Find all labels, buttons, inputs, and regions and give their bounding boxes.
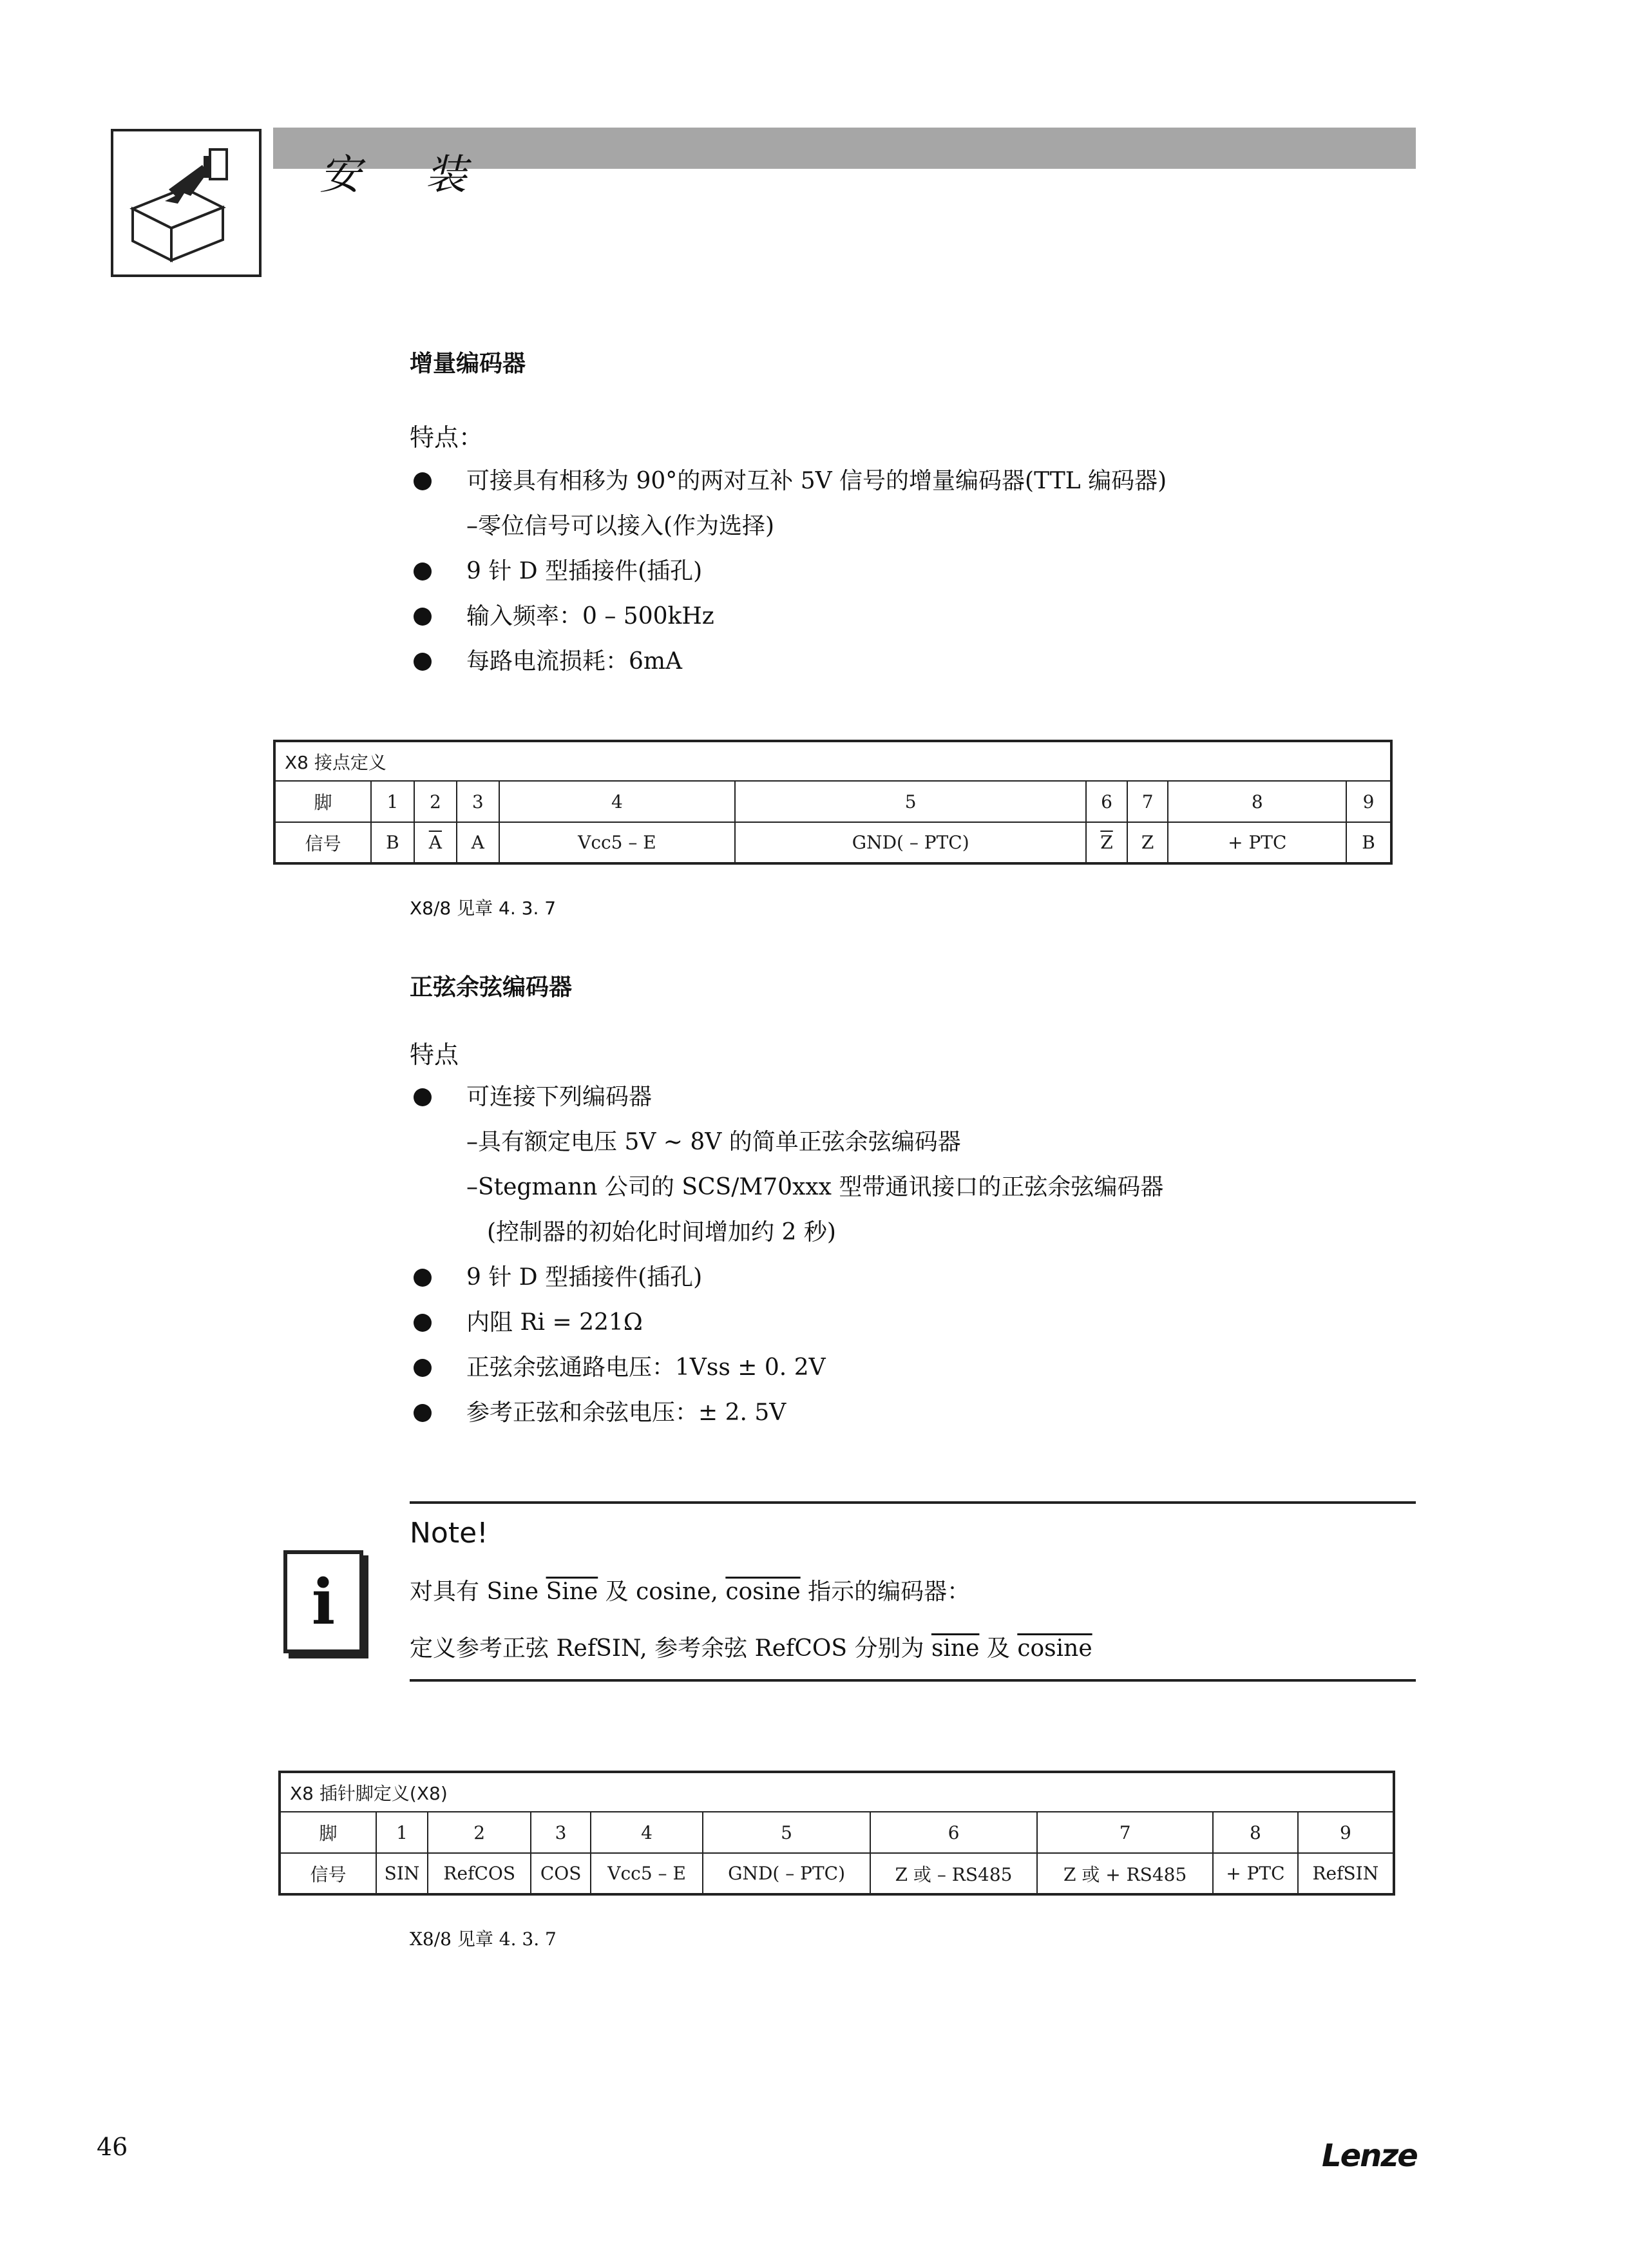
- brand-logo: Lenze: [1322, 2138, 1417, 2174]
- note-text: 及 cosine,: [598, 1579, 726, 1605]
- table-cell-signal: Z 或 – RS485: [870, 1853, 1037, 1894]
- list-item: [410, 549, 1167, 594]
- table-row-pins: [280, 1812, 1394, 1853]
- bullet-icon: [414, 472, 432, 490]
- table-cell-pin: 7: [1037, 1812, 1213, 1853]
- table-cell-signal: B: [1346, 822, 1391, 863]
- note-title: Note!: [410, 1517, 488, 1550]
- table-cell-signal: B: [371, 822, 414, 863]
- bullet-icon: [414, 1269, 432, 1287]
- note-text: 定义参考正弦 RefSIN, 参考余弦 RefCOS 分别为: [410, 1635, 931, 1662]
- page-title: 安 装: [319, 151, 493, 199]
- table-cell-pin: 1: [376, 1812, 428, 1853]
- section-heading-sincos-encoder: 正弦余弦编码器: [410, 974, 573, 1001]
- features-label-2: 特点: [410, 1041, 459, 1069]
- table-cell-pin: 8: [1213, 1812, 1298, 1853]
- section-heading-incremental-encoder: 增量编码器: [410, 351, 526, 377]
- note-text-overlined: sine: [931, 1635, 980, 1662]
- table-caption-2: X8 插针脚定义(X8): [280, 1772, 1394, 1812]
- note-text-overlined: cosine: [1017, 1635, 1092, 1662]
- table-cell-pin: 3: [457, 781, 499, 822]
- list-item: [410, 1075, 1163, 1120]
- table-cell-pin: 8: [1168, 781, 1346, 822]
- box-insert-icon: [113, 131, 259, 274]
- table-cell-signal: Z 或 + RS485: [1037, 1853, 1213, 1894]
- table-cell-pin: 7: [1127, 781, 1168, 822]
- table-cell-pin: 2: [428, 1812, 531, 1853]
- table-cell-pin: 9: [1346, 781, 1391, 822]
- note-text-overlined: Sine: [546, 1579, 598, 1605]
- list-item-text: –零位信号可以接入(作为选择): [466, 513, 775, 539]
- table-cell-pin: 3: [531, 1812, 591, 1853]
- bullet-icon: [414, 1088, 432, 1106]
- note-text-overlined: cosine: [725, 1579, 801, 1605]
- feature-list-incremental: [410, 459, 1167, 684]
- table-cell-pin: 4: [499, 781, 735, 822]
- table-cell-pin: 9: [1298, 1812, 1394, 1853]
- table-cell-signal: GND( – PTC): [735, 822, 1086, 863]
- table-cell-pin: 5: [735, 781, 1086, 822]
- list-item: [410, 1120, 1163, 1165]
- bullet-icon: [414, 653, 432, 671]
- table-cell-pin: 6: [870, 1812, 1037, 1853]
- page-number: 46: [97, 2133, 128, 2161]
- table-cell-signal: + PTC: [1213, 1853, 1298, 1894]
- note-top-rule: [410, 1501, 1416, 1504]
- features-label: 特点：: [410, 423, 484, 452]
- row-header-pin: 脚: [280, 1812, 376, 1853]
- note-text: 对具有 Sine: [410, 1579, 546, 1605]
- list-item: [410, 504, 1167, 549]
- note-text: 及: [979, 1635, 1018, 1662]
- list-item-text: –具有额定电压 5V ~ 8V 的简单正弦余弦编码器: [466, 1129, 961, 1155]
- table-cell-pin: 4: [591, 1812, 703, 1853]
- bullet-icon: [414, 1314, 432, 1332]
- feature-list-sincos: [410, 1075, 1163, 1436]
- row-header-pin: 脚: [274, 781, 371, 822]
- note-line-2: [410, 1630, 1092, 1663]
- table-row-signals: [280, 1853, 1394, 1894]
- table-row-pins: [274, 781, 1391, 822]
- pin-table-x8: [273, 740, 1393, 865]
- table-cell-signal: Vcc5 – E: [499, 822, 735, 863]
- list-item-text: –Stegmann 公司的 SCS/M70xxx 型带通讯接口的正弦余弦编码器: [466, 1174, 1164, 1200]
- list-item: [410, 1165, 1163, 1210]
- table-cell-pin: 2: [414, 781, 457, 822]
- info-icon: i: [283, 1550, 363, 1653]
- list-item: [410, 639, 1167, 684]
- table-cell-signal: RefSIN: [1298, 1853, 1394, 1894]
- chapter-reference-note: X8/8 见章 4. 3. 7: [410, 898, 557, 919]
- table-cell-pin: 6: [1086, 781, 1127, 822]
- table-cell-signal: Z: [1127, 822, 1168, 863]
- table-cell-signal: COS: [531, 1853, 591, 1894]
- table-cell-signal: Vcc5 – E: [591, 1853, 703, 1894]
- note-line-1: [410, 1573, 970, 1606]
- list-item: [410, 594, 1167, 639]
- list-item-text: 9 针 D 型插接件(插孔): [466, 558, 703, 584]
- pin-table-x8-sincos: [278, 1771, 1395, 1896]
- list-item: [410, 1255, 1163, 1300]
- list-item-text: 参考正弦和余弦电压：± 2. 5V: [466, 1399, 786, 1426]
- list-item-text: 可连接下列编码器: [466, 1084, 653, 1110]
- list-item-text: 输入频率：0 – 500kHz: [466, 603, 714, 629]
- list-item: [410, 1390, 1163, 1436]
- note-text: 指示的编码器：: [800, 1579, 971, 1605]
- table-cell-signal: $\overline{Z}$: [1086, 822, 1127, 863]
- table-cell-signal: A: [457, 822, 499, 863]
- table-cell-signal: $\overline{A}$: [414, 822, 457, 863]
- list-item: [410, 459, 1167, 504]
- list-item: [410, 1210, 1163, 1255]
- note-bottom-rule: [410, 1679, 1416, 1682]
- table-cell-signal: RefCOS: [428, 1853, 531, 1894]
- list-item-text: 内阻 Ri = 221Ω: [466, 1309, 643, 1336]
- table-cell-signal: + PTC: [1168, 822, 1346, 863]
- row-header-signal: 信号: [280, 1853, 376, 1894]
- chapter-install-icon: [111, 129, 262, 277]
- list-item: [410, 1300, 1163, 1345]
- bullet-icon: [414, 562, 432, 581]
- table-cell-signal: SIN: [376, 1853, 428, 1894]
- bullet-icon: [414, 608, 432, 626]
- table-caption: X8 接点定义: [274, 741, 1391, 781]
- list-item-text: 正弦余弦通路电压：1Vss ± 0. 2V: [466, 1354, 826, 1381]
- bullet-icon: [414, 1404, 432, 1422]
- table-cell-pin: 1: [371, 781, 414, 822]
- row-header-signal: 信号: [274, 822, 371, 863]
- list-item-text: 可接具有相移为 90°的两对互补 5V 信号的增量编码器(TTL 编码器): [466, 468, 1167, 494]
- list-item-text: 9 针 D 型插接件(插孔): [466, 1264, 703, 1291]
- table-cell-signal: GND( – PTC): [703, 1853, 870, 1894]
- chapter-reference-note-2: X8/8 见章 4. 3. 7: [410, 1928, 557, 1950]
- list-item-text: 每路电流损耗：6mA: [466, 648, 683, 675]
- table-row-signals: [274, 822, 1391, 863]
- list-item-text: (控制器的初始化时间增加约 2 秒): [487, 1219, 836, 1245]
- bullet-icon: [414, 1359, 432, 1377]
- list-item: [410, 1345, 1163, 1390]
- table-cell-pin: 5: [703, 1812, 870, 1853]
